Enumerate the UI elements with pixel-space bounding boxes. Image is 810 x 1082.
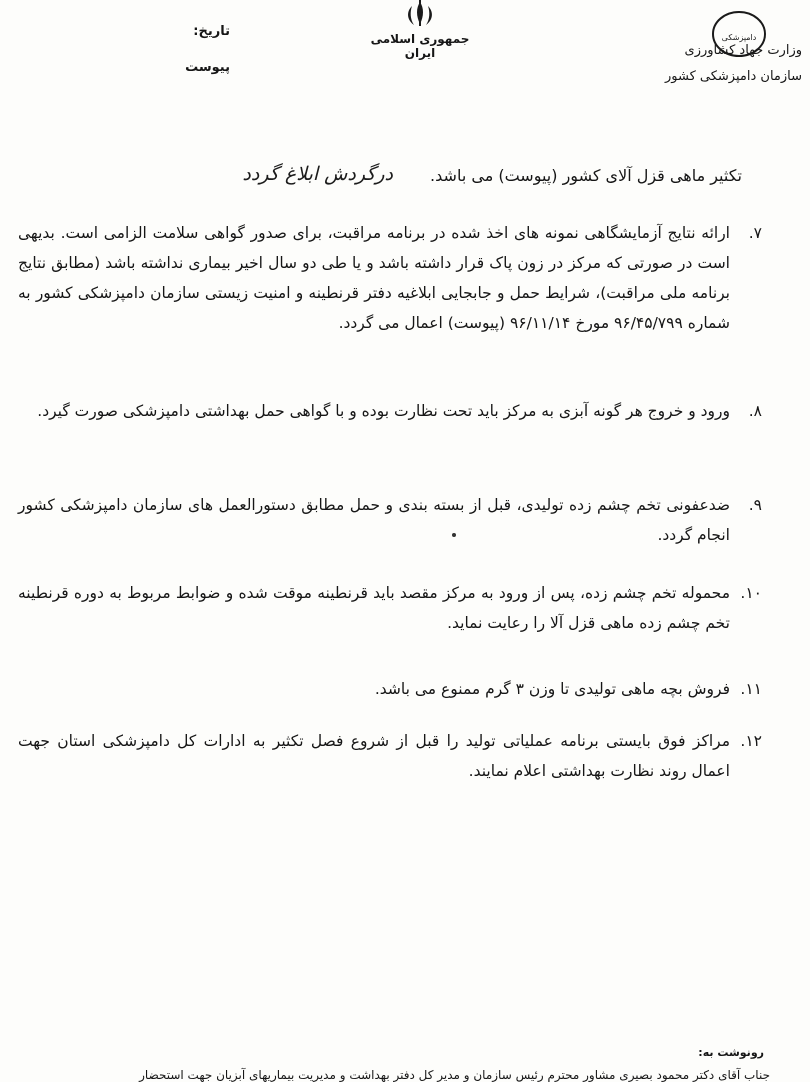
list-item — [18, 726, 762, 786]
ink-dot — [452, 533, 456, 537]
country-name: جمهوری اسلامی ایران — [370, 32, 470, 60]
item-number: ۱۱. — [740, 680, 762, 698]
handwritten-note-text: درگردش ابلاغ گردد — [242, 163, 393, 185]
logo-text: دامپزشکی — [721, 33, 757, 42]
header-organization — [642, 33, 802, 90]
cc-recipient-line: جناب آقای دکتر محمود بصیری مشاور محترم رئیس سازمان و مدیر کل دفتر بهداشت و مدیریت بیماریهای آبزیان جهت استحضار — [139, 1068, 770, 1082]
cc-label: رونوشت به: — [698, 1046, 764, 1059]
item-number: ۹. — [748, 496, 762, 514]
header-meta — [140, 14, 230, 86]
ministry-name: وزارت جهاد کشاورزی — [684, 43, 802, 58]
date-label: تاریخ: — [193, 24, 230, 39]
item-number: ۸. — [748, 402, 762, 420]
list-item — [18, 396, 762, 426]
list-item — [18, 490, 762, 550]
list-item — [18, 674, 762, 704]
item-number: ۱۲. — [740, 732, 762, 750]
handwritten-note — [228, 152, 398, 192]
header-emblem — [365, 0, 475, 60]
organization-name: سازمان دامپزشکی کشور — [664, 69, 802, 84]
attachment-label: پیوست — [185, 60, 230, 75]
item-number: ۷. — [748, 224, 762, 242]
item-text: مراکز فوق بایستی برنامه عملیاتی تولید را قبل از شروع فصل تکثیر به ادارات کل دامپزشکی استان جهت اعمال روند نظارت بهداشتی اعلام نمایند. — [18, 732, 730, 780]
item-text: ورود و خروج هر گونه آبزی به مرکز باید تحت نظارت بوده و با گواهی حمل بهداشتی دامپزشکی صورت گیرد. — [37, 402, 730, 420]
iran-emblem-icon — [390, 0, 450, 28]
item-text: ضدعفونی تخم چشم زده تولیدی، قبل از بسته بندی و حمل مطابق دستورالعمل های سازمان دامپزشکی کشور انجام گردد. — [18, 496, 730, 544]
list-item — [18, 218, 762, 338]
item-text: محموله تخم چشم زده، پس از ورود به مرکز مقصد باید قرنطینه موقت شده و ضوابط مربوط به دوره قرنطینه تخم چشم زده ماهی قزل آلا را رعایت نماید. — [18, 584, 730, 632]
organization-logo — [710, 26, 768, 60]
list-item — [18, 578, 762, 638]
item-text: فروش بچه ماهی تولیدی تا وزن ۳ گرم ممنوع می باشد. — [374, 680, 730, 698]
item-text: ارائه نتایج آزمایشگاهی نمونه های اخذ شده در برنامه مراقبت، برای صدور گواهی سلامت الزامی است. بدیهی است در صورتی که مرکز در زون پاک قرار داشته باشد و یا طی دو سال اخیر بیماری نداشته باشد (مطابق نتایج برنامه ملی مراقبت)، شرایط حمل و جابجایی ابلاغیه دفتر قرنطینه و امنیت زیستی سازمان دامپزشکی کشور به شماره ۹۶/۴۵/۷۹۹ مورخ ۹۶/۱۱/۱۴ (پیوست) اعمال می گردد. — [18, 224, 730, 332]
item-number: ۱۰. — [740, 584, 762, 602]
intro-line: تکثیر ماهی قزل آلای کشور (پیوست) می باشد. — [430, 166, 742, 185]
